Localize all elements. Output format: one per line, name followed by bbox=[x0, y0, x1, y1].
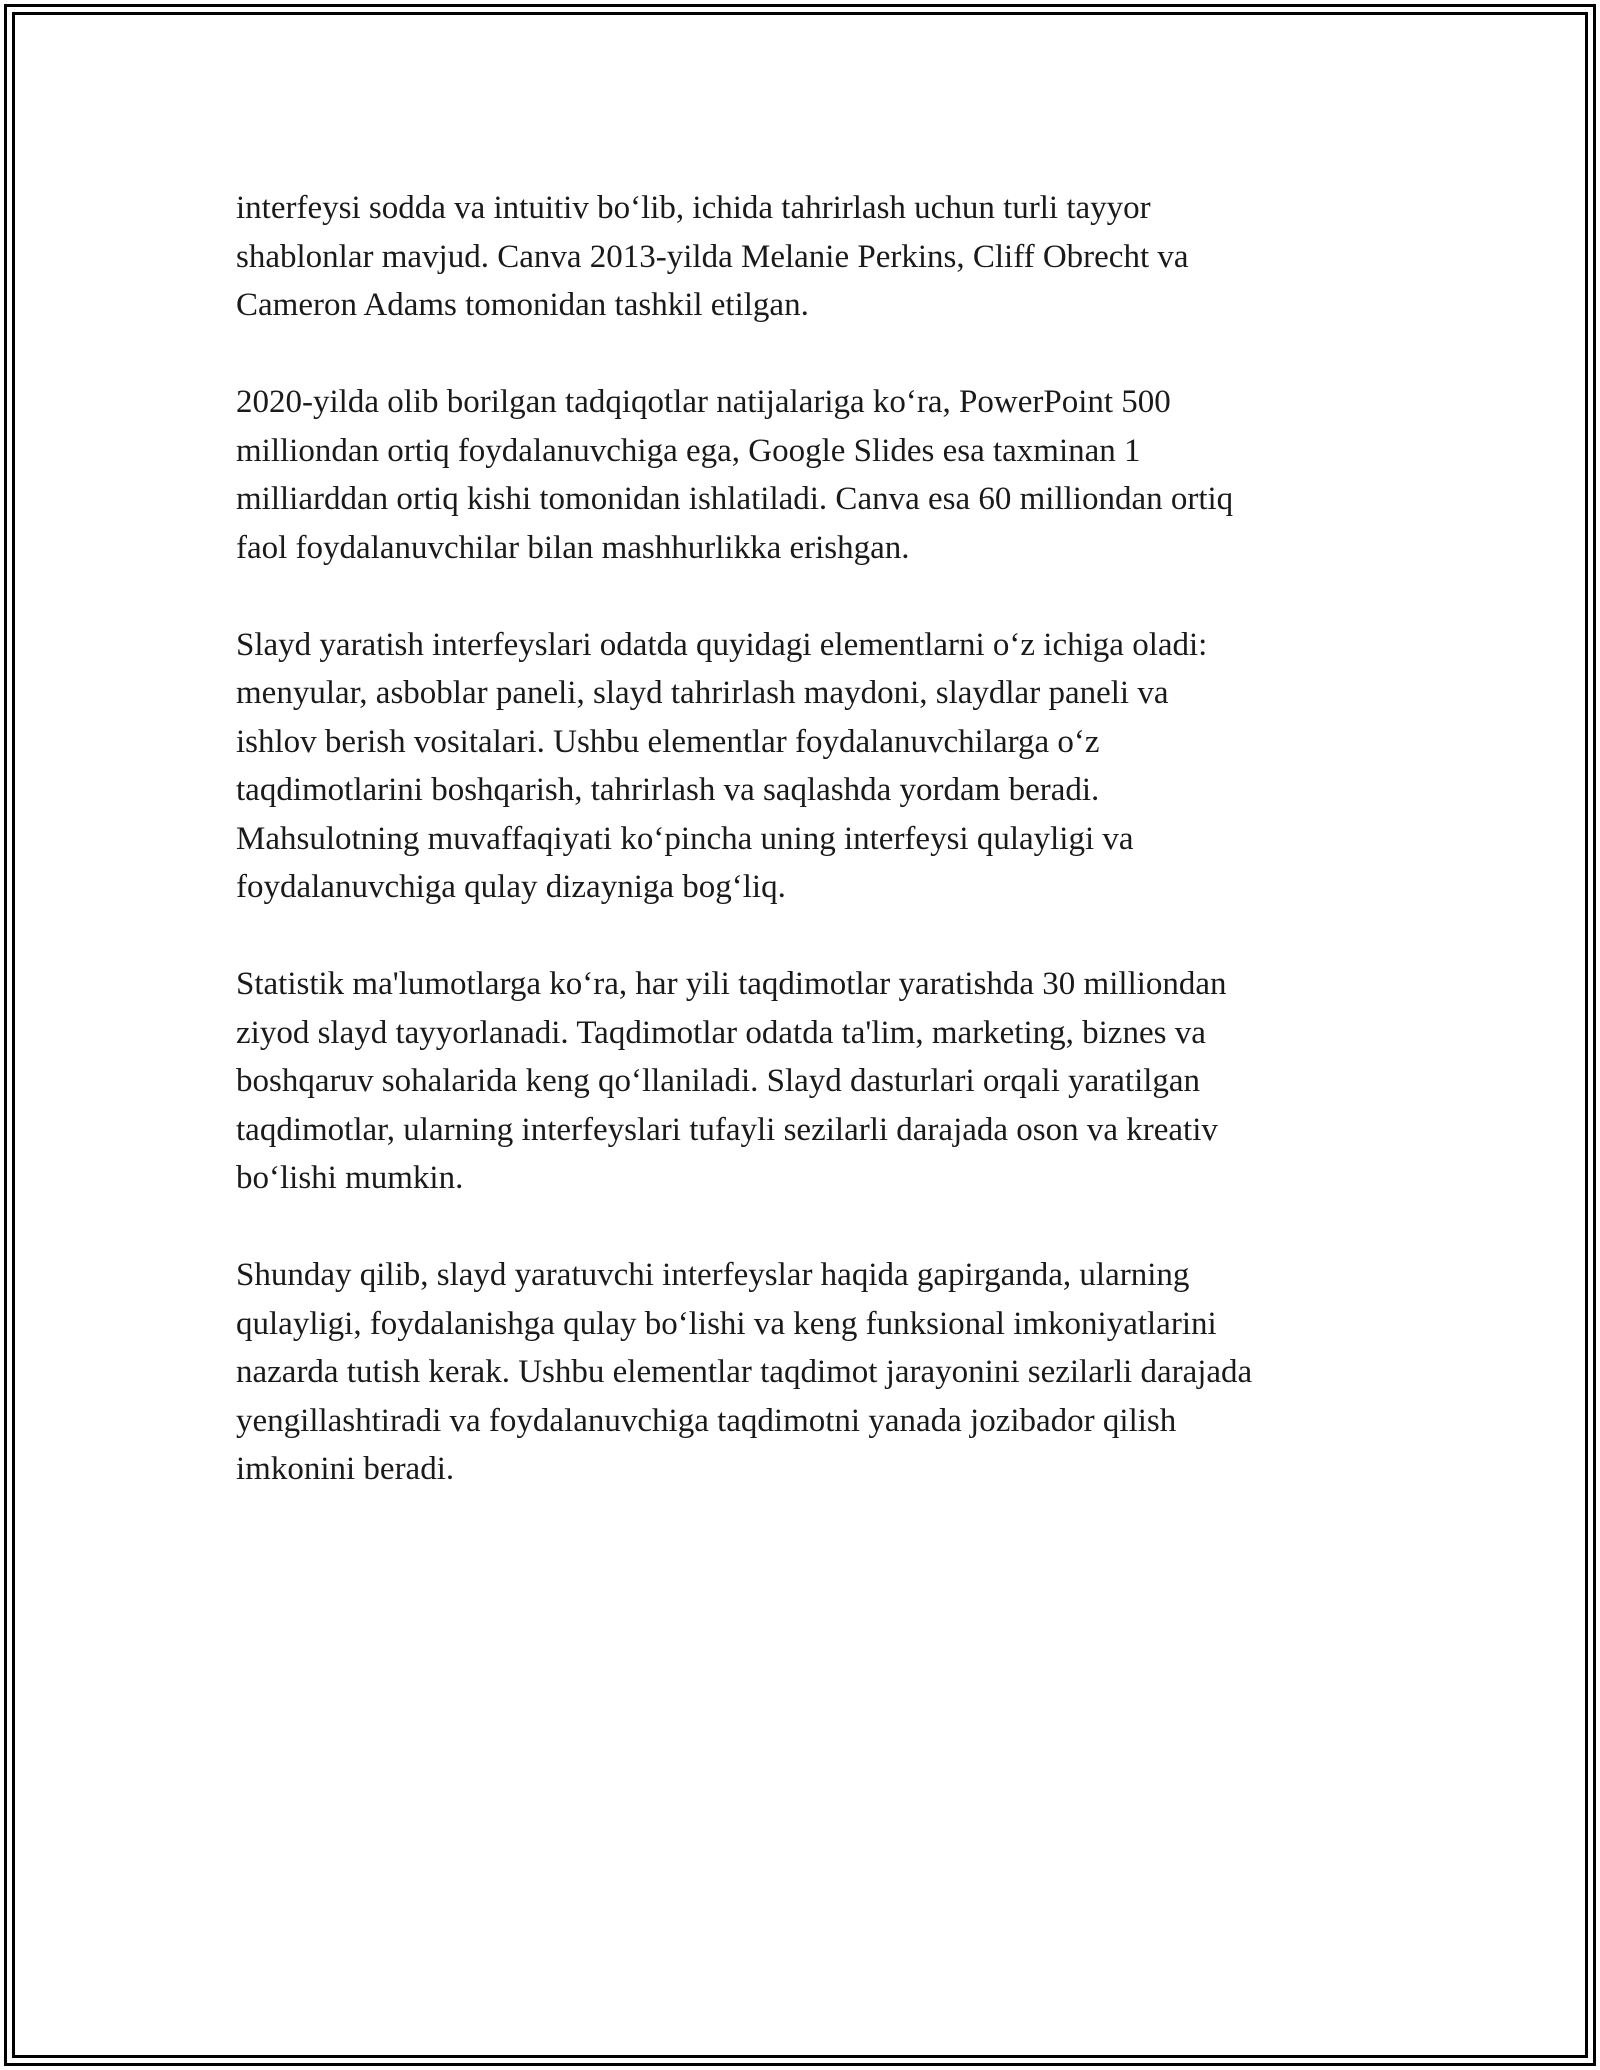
text-line: nazarda tutish kerak. Ushbu elementlar taqdimot jarayonini sezilarli darajada bbox=[236, 1354, 1253, 1390]
paragraph-1 bbox=[236, 184, 1386, 330]
text-line: ishlov berish vositalari. Ushbu elementlar foydalanuvchilarga o‘z bbox=[236, 723, 1100, 760]
text-line: Mahsulotning muvaffaqiyati ko‘pincha uning interfeysi qulayligi va bbox=[236, 820, 1134, 857]
text-line: boshqaruv sohalarida keng qo‘llaniladi. Slayd dasturlari orqali yaratilgan bbox=[236, 1063, 1201, 1099]
paragraph-2 bbox=[236, 378, 1386, 572]
paragraph-5 bbox=[236, 1251, 1386, 1494]
paragraph-4 bbox=[236, 960, 1386, 1203]
document-body bbox=[236, 184, 1386, 1494]
text-line: Statistik ma'lumotlarga ko‘ra, har yili taqdimotlar yaratishda 30 milliondan bbox=[236, 966, 1227, 1002]
text-line: menyular, asboblar paneli, slayd tahrirlash maydoni, slaydlar paneli va bbox=[236, 675, 1169, 711]
text-line: 2020-yilda olib borilgan tadqiqotlar natijalariga ko‘ra, PowerPoint 500 bbox=[236, 384, 1171, 420]
text-line: qulayligi, foydalanishga qulay bo‘lishi va keng funksional imkoniyatlarini bbox=[236, 1305, 1217, 1342]
text-line: taqdimotlarini boshqarish, tahrirlash va saqlashda yordam beradi. bbox=[236, 772, 1100, 808]
text-line: milliarddan ortiq kishi tomonidan ishlatiladi. Canva esa 60 milliondan ortiq bbox=[236, 481, 1234, 517]
text-line: Slayd yaratish interfeyslari odatda quyidagi elementlarni o‘z ichiga oladi: bbox=[236, 626, 1208, 663]
text-line: interfeysi sodda va intuitiv bo‘lib, ichida tahrirlash uchun turli tayyor bbox=[236, 190, 1151, 226]
text-line: taqdimotlar, ularning interfeyslari tufayli sezilarli darajada oson va kreativ bbox=[236, 1111, 1218, 1148]
text-line: Shunday qilib, slayd yaratuvchi interfeyslar haqida gapirganda, ularning bbox=[236, 1257, 1190, 1293]
text-line: faol foydalanuvchilar bilan mashhurlikka erishgan. bbox=[236, 529, 910, 566]
text-line: shablonlar mavjud. Canva 2013-yilda Melanie Perkins, Cliff Obrecht va bbox=[236, 238, 1189, 275]
paragraph-3 bbox=[236, 621, 1386, 912]
text-line: ziyod slayd tayyorlanadi. Taqdimotlar odatda ta'lim, marketing, biznes va bbox=[236, 1014, 1206, 1051]
text-line: yengillashtiradi va foydalanuvchiga taqdimotni yanada jozibador qilish bbox=[236, 1402, 1177, 1439]
text-line: imkonini beradi. bbox=[236, 1451, 455, 1487]
text-line: bo‘lishi mumkin. bbox=[236, 1160, 464, 1196]
text-line: foydalanuvchiga qulay dizayniga bog‘liq. bbox=[236, 869, 786, 905]
text-line: Cameron Adams tomonidan tashkil etilgan. bbox=[236, 287, 809, 323]
text-line: milliondan ortiq foydalanuvchiga ega, Google Slides esa taxminan 1 bbox=[236, 432, 1141, 469]
